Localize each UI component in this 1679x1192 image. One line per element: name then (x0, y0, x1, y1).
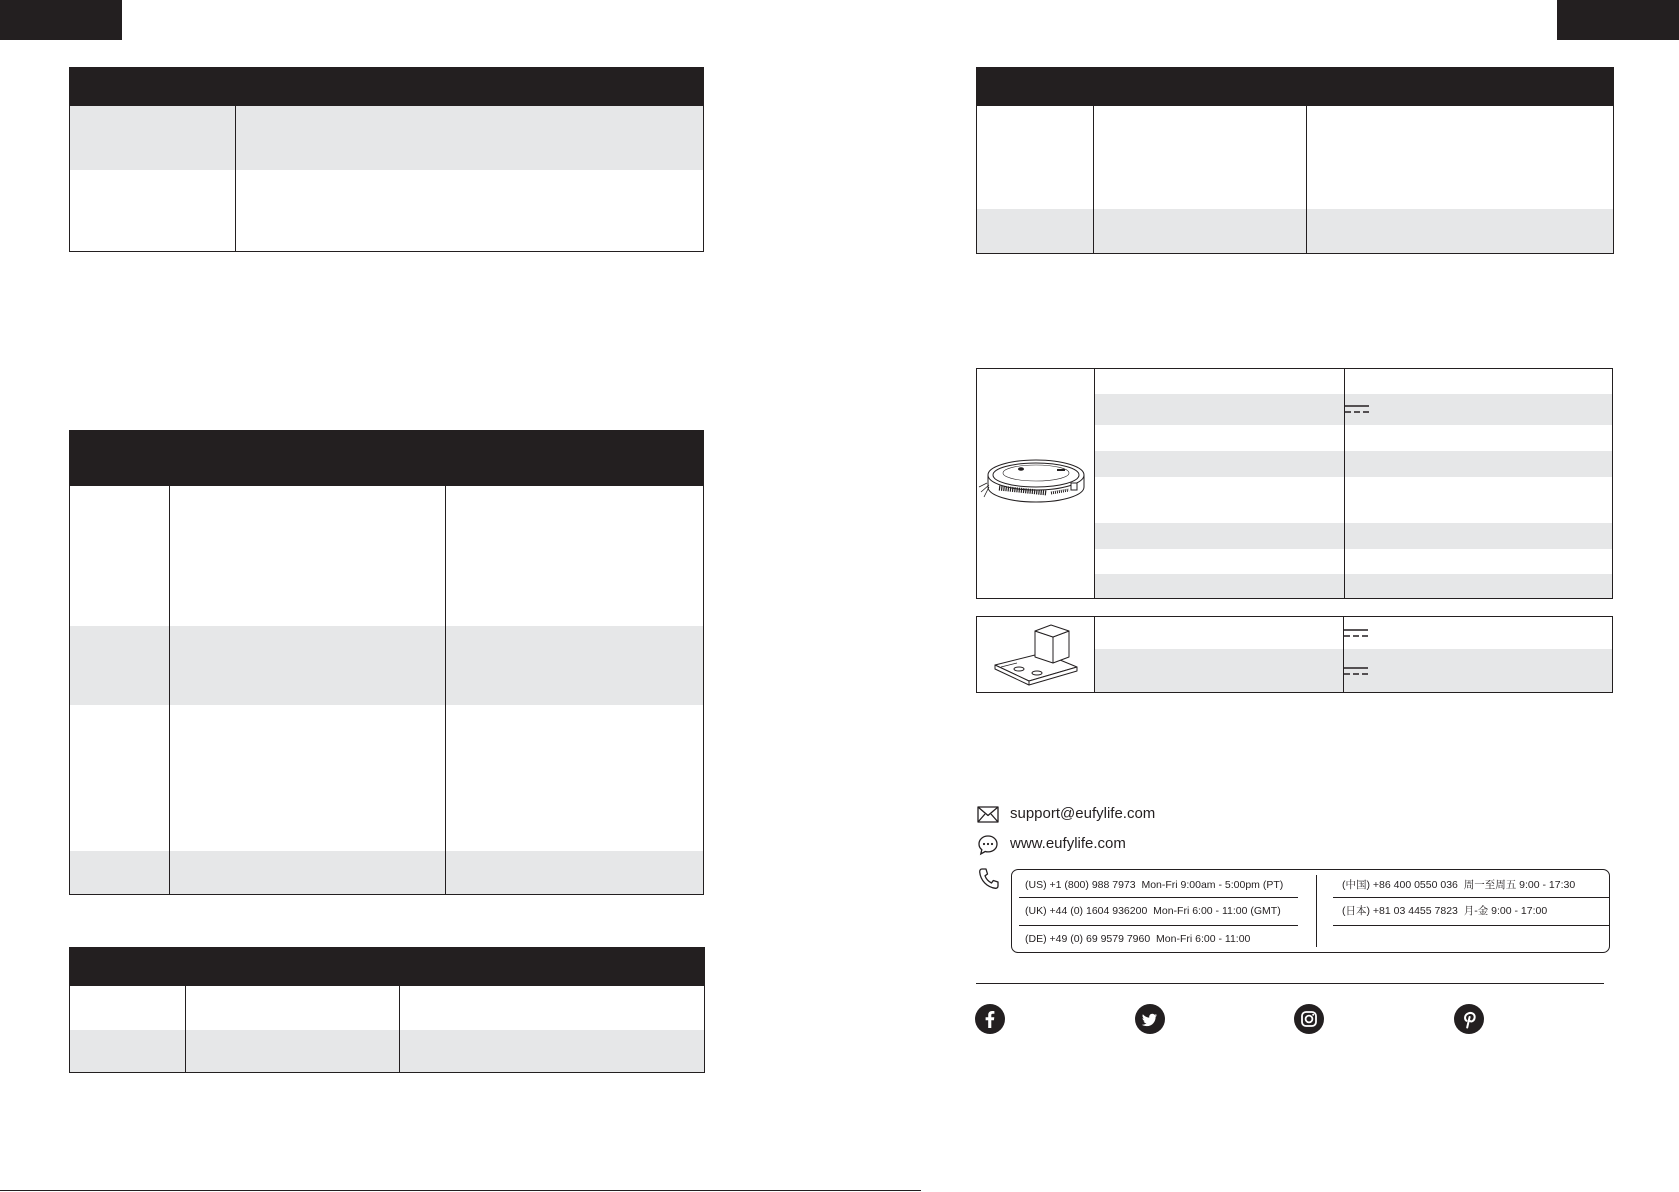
table-cell (170, 851, 446, 895)
spec-cell (1095, 451, 1345, 477)
table-cell (446, 486, 704, 626)
table-cell (1307, 106, 1614, 209)
spec-cell (1345, 394, 1613, 425)
spec-cell (1345, 549, 1613, 574)
page-tab-left (0, 0, 122, 40)
instagram-icon (1294, 1004, 1324, 1034)
spec-cell (1095, 369, 1345, 394)
phone-us: (US) +1 (800) 988 7973 Mon-Fri 9:00am - 5:00pm (PT) (1025, 879, 1284, 891)
spec-cell (1344, 617, 1613, 650)
envelope-icon (977, 806, 999, 823)
table-row (70, 851, 704, 895)
page-bottom-rule (0, 1190, 921, 1191)
table-header (70, 68, 704, 106)
table-header-row (70, 431, 704, 486)
spec-cell (1345, 369, 1613, 394)
spec-cell (1345, 425, 1613, 451)
chat-bubble-icon (977, 834, 999, 856)
table-cell (170, 486, 446, 626)
spec-row (977, 369, 1613, 394)
table-row (977, 209, 1614, 254)
table-cell (977, 209, 1094, 254)
facebook-icon (975, 1004, 1005, 1034)
table-cell (186, 986, 400, 1030)
spec-cell (1345, 523, 1613, 549)
pinterest-icon (1454, 1004, 1484, 1034)
table-header (70, 431, 704, 486)
table-header-row (70, 948, 705, 986)
base-image-cell (977, 617, 1095, 693)
table-row (70, 106, 704, 170)
table-1 (69, 67, 704, 252)
spec-cell (1095, 617, 1344, 650)
robot-vacuum-illustration (977, 445, 1095, 517)
table-4 (976, 67, 1614, 254)
website-url: www.eufylife.com (1010, 835, 1126, 852)
table-cell (186, 1030, 400, 1073)
table-cell (400, 986, 705, 1030)
spec-table-robot (976, 368, 1613, 599)
table-row (70, 170, 704, 252)
spec-cell (1345, 574, 1613, 599)
table-header (977, 68, 1614, 106)
twitter-icon (1135, 1004, 1165, 1034)
table-cell (1094, 209, 1307, 254)
spec-cell (1345, 451, 1613, 477)
spec-cell (1095, 574, 1345, 599)
table-cell (70, 486, 170, 626)
dc-power-symbol (1344, 628, 1368, 638)
phone-uk: (UK) +44 (0) 1604 936200 Mon-Fri 6:00 - 11:00 (GMT) (1025, 905, 1281, 917)
table-cell (236, 170, 704, 252)
table-cell (1307, 209, 1614, 254)
phone-cn: (中国) +86 400 0550 036 周一至周五 9:00 - 17:30 (1342, 879, 1576, 891)
spec-cell (1095, 477, 1345, 523)
spec-cell (1095, 425, 1345, 451)
phone-column-divider (1316, 875, 1317, 947)
table-header-row (70, 68, 704, 106)
spec-table-base (976, 616, 1613, 693)
table-3 (69, 947, 705, 1073)
table-cell (70, 986, 186, 1030)
dc-power-symbol (1344, 666, 1368, 676)
table-cell (70, 626, 170, 705)
table-cell (446, 851, 704, 895)
table-cell (170, 705, 446, 851)
phone-row-divider (1019, 897, 1298, 898)
table-cell (1094, 106, 1307, 209)
table-row (977, 106, 1614, 209)
table-cell (236, 106, 704, 170)
social-divider (976, 983, 1604, 984)
phone-icon (977, 867, 999, 891)
spec-cell (1095, 549, 1345, 574)
table-cell (400, 1030, 705, 1073)
table-row (70, 626, 704, 705)
charging-base-illustration (977, 617, 1095, 687)
table-row (70, 1030, 705, 1073)
table-row (70, 986, 705, 1030)
table-cell (446, 705, 704, 851)
table-2 (69, 430, 704, 895)
table-header (70, 948, 705, 986)
table-header-row (977, 68, 1614, 106)
table-cell (70, 106, 236, 170)
spec-cell (1095, 523, 1345, 549)
phone-row-divider (1019, 925, 1298, 926)
spec-cell (1345, 477, 1613, 523)
page-tab-right (1557, 0, 1679, 40)
phone-row-divider (1333, 925, 1609, 926)
dc-power-symbol (1345, 404, 1369, 414)
support-email: support@eufylife.com (1010, 805, 1156, 822)
spec-cell (1095, 649, 1344, 692)
spec-cell (1344, 649, 1613, 692)
table-cell (977, 106, 1094, 209)
phone-de: (DE) +49 (0) 69 9579 7960 Mon-Fri 6:00 - 11:00 (1025, 933, 1251, 945)
table-cell (170, 626, 446, 705)
phone-numbers-box (1011, 869, 1610, 953)
table-cell (70, 1030, 186, 1073)
phone-row-divider (1333, 897, 1609, 898)
spec-row (977, 617, 1613, 650)
table-cell (446, 626, 704, 705)
table-row (70, 705, 704, 851)
table-row (70, 486, 704, 626)
robot-image-cell (977, 369, 1095, 599)
table-cell (70, 170, 236, 252)
phone-jp: (日本) +81 03 4455 7823 月-金 9:00 - 17:00 (1342, 905, 1548, 917)
spec-cell (1095, 394, 1345, 425)
table-cell (70, 705, 170, 851)
table-cell (70, 851, 170, 895)
